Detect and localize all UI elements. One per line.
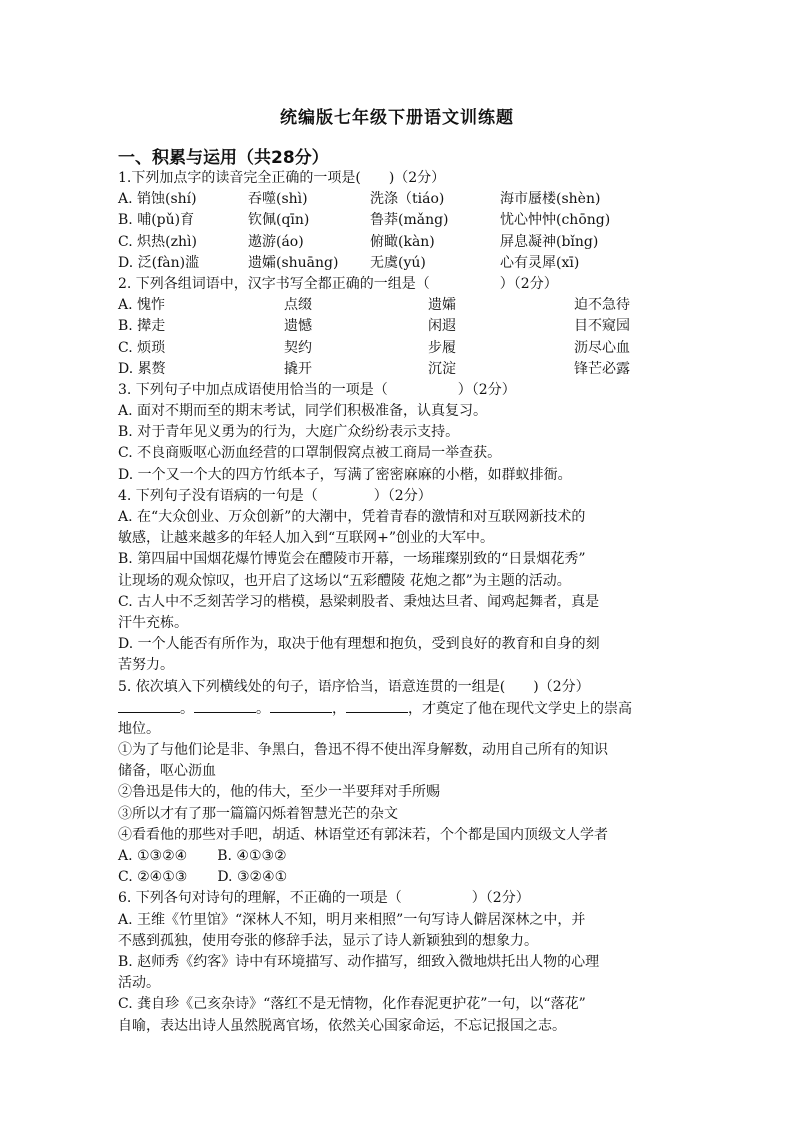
q4-line: B. 第四届中国烟花爆竹博览会在醴陵市开幕，一场璀璨别致的“日景烟花秀” — [118, 551, 586, 568]
q2-option-c — [118, 338, 678, 359]
q5-choices-ab — [118, 846, 678, 867]
option-cell: A. 销蚀(shí) — [118, 191, 197, 208]
option-cell: 无虞(yú) — [370, 254, 426, 271]
option-cell: 钦佩(qīn) — [248, 212, 310, 229]
option-cell: 遗孀(shuāng) — [248, 254, 339, 271]
option-cell: 吞噬(shì) — [248, 191, 308, 208]
choice: C. ②④①③ — [118, 869, 188, 886]
fill-blank[interactable] — [194, 698, 256, 713]
fill-sep: ， — [332, 700, 346, 717]
option-cell: 海市蜃楼(shèn) — [500, 191, 601, 208]
fill-sep: 。 — [256, 700, 270, 717]
q5-item: ③所以才有了那一篇篇闪烁着智慧光芒的杂文 — [118, 805, 398, 822]
q1-option-c — [118, 232, 678, 253]
q6-line: C. 龚自珍《己亥杂诗》“落红不是无情物，化作春泥更护花”一句，以“落花” — [118, 996, 586, 1013]
option-cell: 遗孀 — [428, 297, 456, 314]
section-heading: 一、积累与运用（共28分） — [118, 148, 329, 168]
q6-line: 自喻，表达出诗人虽然脱离官场，依然关心国家命运，不忘记报国之志。 — [118, 1017, 566, 1034]
option-cell: 锋芒必露 — [574, 360, 630, 377]
question-body — [118, 168, 678, 1037]
option-cell: 心有灵犀(xī) — [500, 254, 580, 271]
option-cell: D. 泛(fàn)滥 — [118, 254, 200, 271]
q5-choices-cd — [118, 867, 678, 888]
option-cell: D. 累赘 — [118, 360, 166, 377]
option-cell: 步履 — [428, 339, 456, 356]
q3-option-b: B. 对于青年见义勇为的行为，大庭广众纷纷表示支持。 — [118, 424, 460, 441]
q4-stem: 4. 下列句子没有语病的一句是（ ）（2分） — [118, 487, 432, 504]
fill-tail: ，才奠定了他在现代文学史上的崇高 — [408, 700, 632, 717]
fill-blank[interactable] — [118, 698, 180, 713]
q1-option-a — [118, 189, 678, 210]
q2-option-d — [118, 359, 678, 380]
q6-line: B. 赵师秀《约客》诗中有环境描写、动作描写，细致入微地烘托出人物的心理 — [118, 953, 600, 970]
q1-stem: 1.下列加点字的读音完全正确的一项是( )（2分） — [118, 170, 446, 186]
q5-item: ②鲁迅是伟大的，他的伟大，至少一半要拜对手所赐 — [118, 784, 440, 801]
option-cell: 遗憾 — [284, 318, 312, 335]
fill-sep: 。 — [180, 700, 194, 717]
q4-line: A. 在“大众创业、万众创新”的大潮中，凭着青春的激情和对互联网新技术的 — [118, 509, 586, 525]
q3-option-d: D. 一个又一个大的四方竹纸本子，写满了密密麻麻的小楷，如群蚁排衙。 — [118, 466, 572, 483]
choice: A. ①③②④ — [118, 848, 188, 864]
q6-line: A. 王维《竹里馆》“深林人不知，明月来相照”一句写诗人僻居深林之中，并 — [118, 911, 586, 928]
q4-line: 汗牛充栋。 — [118, 614, 188, 631]
option-cell: 闲遐 — [428, 318, 456, 335]
q5-item: ④看看他的那些对手吧，胡适、林语堂还有郭沫若，个个都是国内顶级文人学者 — [118, 826, 608, 843]
q2-stem: 2. 下列各组词语中，汉字书写全都正确的一组是（ ）（2分） — [118, 275, 558, 292]
q5-stem: 5. 依次填入下列横线处的句子，语序恰当，语意连贯的一组是( )（2分） — [118, 678, 590, 695]
q4-line: 让现场的观众惊叹，也开启了这场以“五彩醴陵 花炮之都”为主题的活动。 — [118, 572, 571, 589]
option-cell: 契约 — [284, 339, 312, 356]
option-cell: 鲁莽(mǎng) — [370, 212, 449, 229]
choice: B. ④①③② — [217, 848, 287, 864]
document-title: 统编版七年级下册语文训练题 — [280, 108, 514, 128]
option-cell: 屏息凝神(bǐng) — [500, 233, 599, 250]
option-cell: 沥尽心血 — [574, 339, 630, 356]
q6-line: 不感到孤独，使用夸张的修辞手法，显示了诗人新颖独到的想象力。 — [118, 932, 538, 949]
q5-fill-line — [118, 698, 678, 719]
fill-blank[interactable] — [346, 698, 408, 713]
option-cell: A. 愧怍 — [118, 297, 166, 314]
option-cell: 俯瞰(kàn) — [370, 233, 435, 250]
option-cell: C. 炽热(zhì) — [118, 233, 197, 250]
option-cell: 遨游(áo) — [248, 233, 304, 250]
option-cell: 目不窥园 — [574, 318, 630, 335]
option-cell: B. 撵走 — [118, 318, 166, 335]
option-cell: 沉淀 — [428, 360, 456, 377]
q1-option-b — [118, 210, 678, 231]
q1-option-d — [118, 253, 678, 274]
choice: D. ③②④① — [217, 869, 288, 886]
q3-option-c: C. 不良商贩呕心沥血经营的口罩制假窝点被工商局一举查获。 — [118, 445, 502, 462]
q3-option-a: A. 面对不期而至的期末考试，同学们积极准备，认真复习。 — [118, 403, 488, 420]
q6-line: 活动。 — [118, 975, 160, 992]
q4-line: D. 一个人能否有所作为，取决于他有理想和抱负，受到良好的教育和自身的刻 — [118, 636, 600, 653]
q2-option-a — [118, 295, 678, 316]
option-cell: 点缀 — [284, 297, 312, 314]
q2-option-b — [118, 316, 678, 337]
q4-line: C. 古人中不乏刻苦学习的楷模，悬梁刺股者、秉烛达旦者、闻鸡起舞者，真是 — [118, 593, 600, 610]
q5-item: ①为了与他们论是非、争黑白，鲁迅不得不使出浑身解数，动用自己所有的知识 — [118, 742, 608, 759]
option-cell: C. 烦琐 — [118, 339, 166, 356]
fill-blank[interactable] — [270, 698, 332, 713]
q4-line: 敏感，让越来越多的年轻人加入到“互联网+”创业的大军中。 — [118, 530, 495, 547]
q6-stem: 6. 下列各句对诗句的理解，不正确的一项是（ ）（2分） — [118, 890, 530, 907]
q3-stem: 3. 下列句子中加点成语使用恰当的一项是（ ）（2分） — [118, 381, 516, 398]
q4-line: 苦努力。 — [118, 657, 174, 674]
q5-item: 储备，呕心沥血 — [118, 763, 216, 780]
option-cell: 忧心忡忡(chōng) — [500, 212, 611, 229]
option-cell: B. 哺(pǔ)育 — [118, 212, 195, 229]
option-cell: 迫不急待 — [574, 297, 630, 314]
q5-fill-end: 地位。 — [118, 720, 160, 737]
option-cell: 洗涤（tiáo) — [370, 191, 445, 208]
option-cell: 撬开 — [284, 360, 312, 377]
